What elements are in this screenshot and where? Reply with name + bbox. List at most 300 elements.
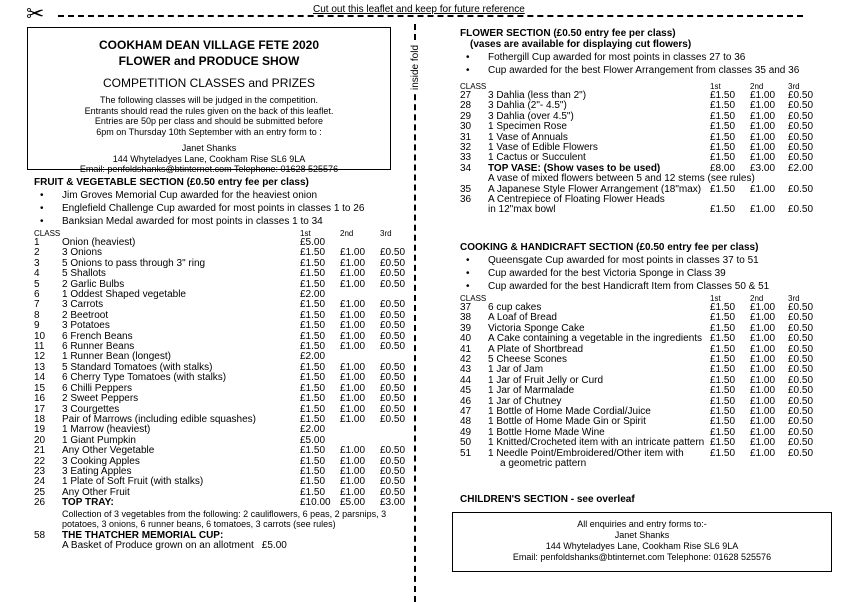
prize-2nd: £1.00 (340, 455, 366, 467)
prize-2nd: £1.00 (750, 437, 776, 449)
award-item: • Fothergill Cup awarded for most points in classes 27 to 36 (460, 51, 840, 64)
class-number: 42 (460, 354, 472, 366)
intro-text: The following classes will be judged in the competition. Entrants should read the rules given on the back of this leaflet. Entries are 50p per class and should be submitted before 6pm on Thursday 10th September with an entry form to : (84, 95, 334, 137)
cut-line (0, 0, 851, 24)
prize-2nd: £1.00 (750, 302, 776, 313)
class-description: 2 Beetroot (62, 309, 109, 321)
prize-1st: £1.50 (300, 403, 326, 415)
prize-3rd: £0.50 (788, 395, 814, 407)
class-number: 4 (34, 268, 40, 280)
enquiries-name: Janet Shanks (614, 530, 670, 540)
prize-3rd: £0.50 (788, 374, 814, 386)
prize-3rd: £0.50 (380, 341, 406, 353)
prize-1st: £1.50 (300, 393, 326, 405)
class-number: 6 (34, 289, 40, 301)
class-description: 3 Onions (62, 247, 103, 259)
class-description: 1 Specimen Rose (488, 121, 567, 133)
prize-2nd: £1.00 (750, 100, 776, 112)
class-description: 6 Cherry Type Tomatoes (with stalks) (62, 372, 227, 384)
prize-2nd: £1.00 (340, 393, 366, 405)
class-description: 3 Dahlia (less than 2") (488, 90, 587, 101)
prize-3rd: £0.50 (380, 476, 406, 488)
class-number: 26 (34, 497, 46, 509)
class-description: 1 Jar of Chutney (488, 395, 562, 407)
prize-2nd: £1.00 (340, 372, 366, 384)
prize-1st: £2.00 (300, 351, 326, 363)
prize-3rd: £0.50 (380, 361, 406, 373)
class-number: 11 (34, 341, 45, 353)
prize-3rd: £0.50 (788, 364, 814, 376)
prize-1st: £1.50 (300, 372, 326, 384)
prize-3rd: £0.50 (380, 320, 406, 332)
class-description: Any Other Fruit (62, 486, 130, 498)
prize-2nd: £1.00 (340, 361, 366, 373)
prize-2nd: £1.00 (750, 183, 776, 195)
cooking-title: COOKING & HANDICRAFT SECTION (£0.50 entry fee per class) (460, 242, 759, 253)
prize-1st: £2.00 (300, 424, 326, 436)
class-description: Pair of Marrows (including edible squashes) (62, 413, 256, 425)
prize-2nd: £1.00 (750, 90, 776, 101)
prize-1st: £1.50 (300, 382, 326, 394)
prize-1st: £1.50 (710, 395, 736, 407)
prize-3rd: £0.50 (788, 90, 814, 101)
prize-3rd: £2.00 (788, 162, 814, 174)
class-number: 30 (460, 121, 472, 133)
prize-1st: £1.50 (300, 268, 326, 280)
childrens-section-title: CHILDREN'S SECTION - see overleaf (460, 494, 635, 505)
class-number: 29 (460, 110, 472, 122)
class-description: Victoria Sponge Cake (488, 322, 585, 334)
fruit-veg-section (34, 177, 404, 228)
class-description: 5 Cheese Scones (488, 354, 567, 366)
class-description: 1 Oddest Shaped vegetable (62, 289, 186, 301)
prize-3rd: £0.50 (380, 247, 406, 259)
prize-2nd: £1.00 (750, 354, 776, 366)
prize-3rd: £0.50 (788, 121, 814, 133)
class-number: 49 (460, 426, 472, 438)
class-description: A Cake containing a vegetable in the ingredients (488, 333, 703, 345)
prize-2nd: £1.00 (750, 204, 776, 216)
class-description: 1 Jar of Marmalade (488, 385, 575, 397)
prize-2nd: £1.00 (340, 413, 366, 425)
prize-3rd: £0.50 (380, 413, 406, 425)
class-number: 28 (460, 100, 472, 112)
prize-1st: £1.50 (710, 110, 736, 122)
prize-1st: £1.50 (710, 385, 736, 397)
prize-3rd: £0.50 (788, 447, 814, 459)
prize-2nd: £1.00 (750, 131, 776, 143)
award-item: • Englefield Challenge Cup awarded for most points in classes 1 to 26 (34, 202, 404, 215)
class-note: Collection of 3 vegetables from the following: 2 cauliflowers, 6 peas, 2 parsnips, 3 potatoes, 3 onions, 6 runner beans, 6 tomatoes, 3 carrots (see rules) (62, 508, 387, 529)
prize-1st: £1.50 (300, 413, 326, 425)
class-description: 5 Onions to pass through 3" ring (62, 257, 206, 269)
prize-2nd: £1.00 (750, 447, 776, 459)
table-row (34, 509, 416, 531)
prize-2nd: £1.00 (340, 247, 366, 259)
prize-1st: £1.50 (710, 364, 736, 376)
class-description: TOP VASE: (Show vases to be used) (488, 162, 661, 174)
class-description: 3 Cooking Apples (62, 455, 140, 467)
prize-2nd: £5.00 (340, 497, 366, 509)
table-header: CLASS 1st 2nd 3rd (460, 82, 800, 91)
prize-1st: £1.50 (710, 131, 736, 143)
class-description: TOP TRAY: (62, 497, 114, 509)
class-number: 9 (34, 320, 40, 332)
table-row (460, 205, 824, 215)
prize-1st: £1.50 (710, 204, 736, 216)
class-number: 32 (460, 142, 472, 154)
prize-1st: £8.00 (710, 162, 736, 174)
prize-1st: £1.50 (710, 437, 736, 449)
prize-1st: £2.00 (300, 289, 326, 301)
enquiries-intro: All enquiries and entry forms to:- (577, 519, 707, 529)
class-description: 1 Cactus or Succulent (488, 152, 586, 164)
class-number: 33 (460, 152, 472, 164)
class-number: 10 (34, 330, 46, 342)
prize-1st: £5.00 (300, 237, 326, 248)
prize-3rd: £0.50 (380, 403, 406, 415)
class-number: 37 (460, 302, 472, 313)
prize-3rd: £0.50 (380, 382, 406, 394)
prize-2nd: £1.00 (340, 465, 366, 477)
class-number: 19 (34, 424, 46, 436)
award-item: • Queensgate Cup awarded for most points in classes 37 to 51 (460, 254, 840, 267)
prize-3rd: £3.00 (380, 497, 406, 509)
class-number (460, 205, 488, 215)
prize-2nd: £1.00 (750, 110, 776, 122)
prize-3rd: £0.50 (380, 486, 406, 498)
class-number: 7 (34, 299, 40, 311)
prize-3rd: £0.50 (788, 426, 814, 438)
prize-2nd: £1.00 (750, 385, 776, 397)
class-note: a geometric pattern (500, 458, 587, 470)
prize-1st: £1.50 (710, 343, 736, 355)
prize-1st: £1.50 (710, 322, 736, 334)
contact-line: Email: penfoldshanks@btinternet.com Telephone: 01628 525576 (79, 164, 339, 174)
prize-2nd: £1.00 (750, 364, 776, 376)
class-number: 13 (34, 361, 46, 373)
enquiries-contact: Email: penfoldshanks@btinternet.com Telephone: 01628 525576 (512, 552, 772, 562)
class-description: 1 Bottle of Home Made Cordial/Juice (488, 406, 651, 418)
class-number: 21 (34, 445, 46, 457)
prize-3rd: £0.50 (788, 437, 814, 449)
class-description: 1 Needle Point/Embroidered/Other item with (488, 447, 684, 459)
prize-3rd: £0.50 (788, 406, 814, 418)
class-number: 39 (460, 322, 472, 334)
class-number: 50 (460, 437, 472, 449)
prize-3rd: £0.50 (380, 330, 406, 342)
prize-2nd: £1.00 (750, 426, 776, 438)
prize-2nd: £1.00 (750, 406, 776, 418)
table-row (34, 498, 416, 508)
class-number: 27 (460, 90, 472, 101)
cut-dashed-line (58, 15, 803, 17)
contact-name: Janet Shanks (181, 143, 237, 153)
prize-3rd: £0.50 (380, 268, 406, 280)
prize-3rd: £0.50 (788, 416, 814, 428)
prize-1st: £1.50 (300, 341, 326, 353)
class-description: Onion (heaviest) (62, 237, 136, 248)
prize-2nd: £1.00 (340, 299, 366, 311)
fete-title: COOKHAM DEAN VILLAGE FETE 2020 (98, 38, 320, 52)
prize-1st: £1.50 (300, 320, 326, 332)
prize-3rd: £0.50 (788, 142, 814, 154)
prize-3rd: £0.50 (788, 333, 814, 345)
table-row (34, 446, 416, 456)
prize-1st: £1.50 (710, 90, 736, 101)
fold-label: inside fold (394, 36, 434, 96)
class-description: 1 Vase of Edible Flowers (488, 142, 598, 154)
class-description: 2 Garlic Bulbs (62, 278, 125, 290)
prize-2nd: £1.00 (750, 333, 776, 345)
class-number: 20 (34, 434, 46, 446)
class-number: 23 (34, 465, 46, 477)
class-description: Any Other Vegetable (62, 445, 155, 457)
cut-instruction: Cut out this leaflet and keep for future reference (310, 4, 528, 15)
flower-subtitle: (vases are available for displaying cut flowers) (470, 39, 692, 50)
class-description: 1 Vase of Annuals (488, 131, 568, 143)
title-box (27, 27, 391, 174)
table-row (34, 541, 416, 551)
class-number: 38 (460, 312, 472, 324)
class-description: 6 cup cakes (488, 302, 542, 313)
prize-3rd: £0.50 (380, 465, 406, 477)
class-number: 3 (34, 257, 40, 269)
class-description: A Japanese Style Flower Arrangement (18"max) (488, 183, 702, 195)
prize-3rd: £0.50 (380, 278, 406, 290)
class-description: 6 Runner Beans (62, 341, 135, 353)
prize-1st: £1.50 (710, 142, 736, 154)
prize-2nd: £1.00 (750, 152, 776, 164)
class-description: 1 Plate of Soft Fruit (with stalks) (62, 476, 204, 488)
prize-1st: £1.50 (300, 309, 326, 321)
class-description: 5 Standard Tomatoes (with stalks) (62, 361, 213, 373)
class-number: 36 (460, 194, 472, 206)
class-description: 1 Runner Bean (longest) (62, 351, 171, 363)
fruit-veg-awards (34, 189, 404, 228)
class-description: 3 Potatoes (62, 320, 110, 332)
prize-3rd: £0.50 (788, 110, 814, 122)
class-description: in 12"max bowl (488, 204, 556, 216)
prize-2nd: £1.00 (340, 330, 366, 342)
table-row (34, 394, 416, 404)
prize-1st: £1.50 (710, 302, 736, 313)
table-header: CLASS 1st 2nd 3rd (460, 294, 800, 303)
class-number: 2 (34, 247, 40, 259)
prize-2nd: £1.00 (750, 374, 776, 386)
cooking-awards (460, 254, 840, 293)
prize-2nd: £1.00 (340, 403, 366, 415)
table-row (460, 459, 824, 469)
prize-2nd: £1.00 (340, 309, 366, 321)
prize-2nd: £1.00 (750, 395, 776, 407)
prize-1st: £1.50 (300, 455, 326, 467)
class-description: 1 Jar of Fruit Jelly or Curd (488, 374, 604, 386)
show-title: FLOWER and PRODUCE SHOW (118, 54, 300, 68)
contact-address: 144 Whyteladyes Lane, Cookham Rise SL6 9LA (112, 153, 306, 164)
class-description: 6 French Beans (62, 330, 133, 342)
class-number: 1 (34, 237, 40, 248)
class-description: 3 Dahlia (2"- 4.5") (488, 100, 567, 112)
award-item: • Cup awarded for the best Victoria Sponge in Class 39 (460, 267, 840, 280)
prize-3rd: £0.50 (380, 299, 406, 311)
prize-1st: £1.50 (710, 100, 736, 112)
prize-3rd (380, 425, 416, 435)
prize-3rd: £0.50 (380, 445, 406, 457)
prize-3rd: £0.50 (380, 372, 406, 384)
flower-table (460, 82, 824, 216)
prize-2nd: £1.00 (750, 416, 776, 428)
fruit-veg-table (34, 229, 416, 551)
class-number: 14 (34, 372, 46, 384)
prize-1st: £1.50 (710, 447, 736, 459)
prize-1st: £1.50 (710, 416, 736, 428)
prize-2nd: £1.00 (340, 445, 366, 457)
prize-2nd: £1.00 (750, 121, 776, 133)
prize-1st: £1.50 (710, 354, 736, 366)
prize-3rd: £0.50 (788, 302, 814, 313)
class-description: 2 Sweet Peppers (62, 393, 139, 405)
prize-1st: £1.50 (300, 486, 326, 498)
prize-2nd: £1.00 (340, 382, 366, 394)
prize-2nd (340, 425, 380, 435)
table-header: CLASS 1st 2nd 3rd (34, 229, 392, 238)
class-note: A vase of mixed flowers between 5 and 12 stems (see rules) (488, 173, 755, 185)
prize-2nd: £1.00 (750, 322, 776, 334)
flower-section (460, 28, 840, 77)
class-description: 1 Bottle of Home Made Gin or Spirit (488, 416, 646, 428)
cooking-section (460, 242, 840, 293)
class-description: 1 Giant Pumpkin (62, 434, 136, 446)
prize-3rd: £0.50 (380, 455, 406, 467)
class-number: 48 (460, 416, 472, 428)
prize-1st: £1.50 (300, 361, 326, 373)
prize-1st: £1.50 (710, 333, 736, 345)
prize-1st: £1.50 (300, 278, 326, 290)
prize-3rd: £0.50 (788, 204, 814, 216)
class-note: A Basket of Produce grown on an allotment £5.00 (62, 539, 287, 551)
prize-3rd: £0.50 (788, 131, 814, 143)
class-number: 44 (460, 374, 472, 386)
prize-1st: £1.50 (300, 247, 326, 259)
prize-3rd: £0.50 (788, 322, 814, 334)
class-description: 3 Courgettes (62, 403, 120, 415)
class-number: 12 (34, 351, 46, 363)
prize-1st: £1.50 (300, 445, 326, 457)
class-number: 5 (34, 278, 40, 290)
prize-1st: £1.50 (710, 406, 736, 418)
prize-2nd: £1.00 (750, 312, 776, 324)
class-description: 1 Knitted/Crocheted item with an intricate pattern (488, 437, 705, 449)
prize-3rd: £0.50 (788, 100, 814, 112)
class-number: 18 (34, 413, 46, 425)
award-item: • Jim Groves Memorial Cup awarded for the heaviest onion (34, 189, 404, 202)
enquiries-box (452, 512, 832, 572)
class-description: 3 Eating Apples (62, 465, 132, 477)
class-number: 47 (460, 406, 472, 418)
prize-1st: £10.00 (300, 497, 331, 509)
class-number: 15 (34, 382, 46, 394)
prize-3rd: £0.50 (788, 354, 814, 366)
award-item: • Cup awarded for the best Flower Arrangement from classes 35 and 36 (460, 64, 840, 77)
prize-3rd: £0.50 (380, 257, 406, 269)
class-description: 3 Dahlia (over 4.5") (488, 110, 574, 122)
prize-1st: £1.50 (300, 465, 326, 477)
class-number: 16 (34, 393, 46, 405)
class-description: A Loaf of Bread (488, 312, 557, 324)
enquiries-address: 144 Whyteladyes Lane, Cookham Rise SL6 9LA (545, 541, 739, 551)
class-description: 1 Bottle Home Made Wine (488, 426, 605, 438)
prize-1st: £5.00 (300, 434, 326, 446)
class-number: 58 (34, 529, 46, 541)
prize-3rd: £0.50 (788, 312, 814, 324)
prize-2nd: £1.00 (340, 257, 366, 269)
cooking-table (460, 294, 824, 470)
prize-1st: £1.50 (710, 152, 736, 164)
flower-title: FLOWER SECTION (£0.50 entry fee per class) (460, 28, 676, 39)
prize-1st: £1.50 (710, 183, 736, 195)
prize-2nd: £1.00 (340, 486, 366, 498)
prize-2nd: £1.00 (340, 268, 366, 280)
prize-1st: £1.50 (300, 330, 326, 342)
prize-1st: £1.50 (300, 299, 326, 311)
prize-2nd: £1.00 (340, 320, 366, 332)
class-number: 46 (460, 395, 472, 407)
class-number: 17 (34, 403, 46, 415)
class-number: 22 (34, 455, 46, 467)
prize-1st: £1.50 (710, 426, 736, 438)
class-description: THE THATCHER MEMORIAL CUP: (62, 529, 224, 541)
prize-2nd: £1.00 (340, 341, 366, 353)
class-number: 31 (460, 131, 472, 143)
contact-block (28, 143, 390, 175)
class-number: 24 (34, 476, 46, 488)
prize-1st: £1.50 (300, 476, 326, 488)
prize-3rd: £0.50 (380, 393, 406, 405)
prize-1st: £5.00 (261, 539, 287, 551)
class-description: 5 Shallots (62, 268, 106, 280)
fruit-veg-title: FRUIT & VEGETABLE SECTION (£0.50 entry fee per class) (34, 177, 309, 188)
class-number: 43 (460, 364, 472, 376)
award-item: • Cup awarded for the best Handicraft Item from Classes 50 & 51 (460, 280, 840, 293)
prize-2nd: £1.00 (750, 343, 776, 355)
flower-awards (460, 51, 840, 77)
class-number: 51 (460, 447, 472, 459)
prize-3rd: £0.50 (380, 309, 406, 321)
class-description: A Plate of Shortbread (488, 343, 584, 355)
prize-2nd: £1.00 (750, 142, 776, 154)
prize-3rd: £0.50 (788, 385, 814, 397)
class-description: 6 Chilli Peppers (62, 382, 133, 394)
prize-1st: £1.50 (300, 257, 326, 269)
class-number: 45 (460, 385, 472, 397)
class-description: 1 Jar of Jam (488, 364, 544, 376)
prize-3rd: £0.50 (788, 183, 814, 195)
award-item: • Banksian Medal awarded for most points in classes 1 to 34 (34, 215, 404, 228)
prize-2nd: £1.00 (340, 278, 366, 290)
scissors-icon: ✂ (26, 1, 45, 26)
prize-1st: £1.50 (710, 374, 736, 386)
class-description: 3 Carrots (62, 299, 104, 311)
prize-2nd: £1.00 (340, 476, 366, 488)
class-number: 8 (34, 309, 40, 321)
class-number: 34 (460, 162, 472, 174)
competition-title: COMPETITION CLASSES and PRIZES (102, 76, 316, 90)
prize-3rd: £0.50 (788, 152, 814, 164)
class-number: 40 (460, 333, 472, 345)
prize-3rd: £0.50 (788, 343, 814, 355)
class-description: A Centrepiece of Floating Flower Heads (488, 194, 665, 206)
